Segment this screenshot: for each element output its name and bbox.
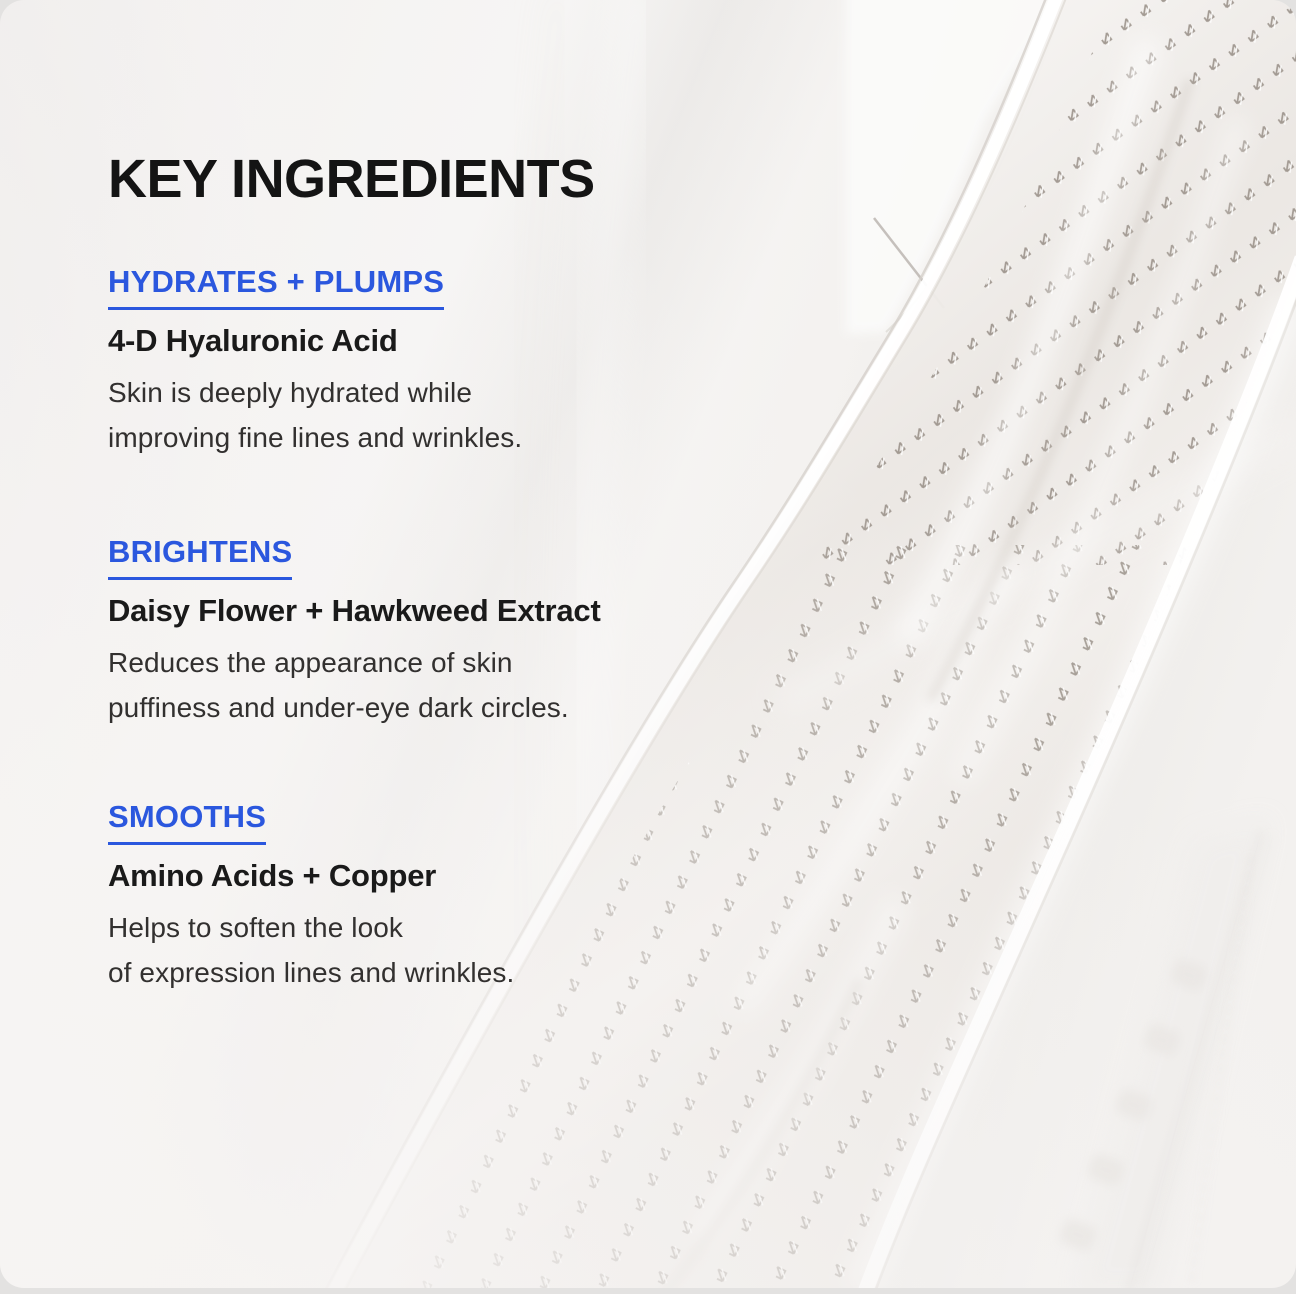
description-line: Helps to soften the look: [108, 912, 404, 944]
ingredient-section-smooths: [108, 799, 768, 995]
ingredient-name-hydrates: 4-D Hyaluronic Acid: [108, 323, 398, 359]
description-line: Skin is deeply hydrated while: [108, 377, 472, 409]
description-line: of expression lines and wrinkles.: [108, 957, 515, 989]
benefit-heading-brightens: BRIGHTENS: [108, 534, 292, 580]
page-title: KEY INGREDIENTS: [108, 149, 595, 209]
ingredient-description-brightens: [108, 640, 768, 730]
ingredient-name-brightens: Daisy Flower + Hawkweed Extract: [108, 593, 601, 629]
ingredient-description-smooths: [108, 905, 768, 995]
benefit-heading-smooths: SMOOTHS: [108, 799, 266, 845]
ingredient-section-hydrates: [108, 264, 768, 460]
ingredient-name-smooths: Amino Acids + Copper: [108, 858, 437, 894]
description-line: improving fine lines and wrinkles.: [108, 422, 523, 454]
key-ingredients-panel: [108, 150, 768, 995]
benefit-heading-hydrates: HYDRATES + PLUMPS: [108, 264, 444, 310]
description-line: puffiness and under-eye dark circles.: [108, 692, 569, 724]
ingredient-description-hydrates: [108, 370, 768, 460]
description-line: Reduces the appearance of skin: [108, 647, 513, 679]
ingredient-section-brightens: [108, 534, 768, 730]
